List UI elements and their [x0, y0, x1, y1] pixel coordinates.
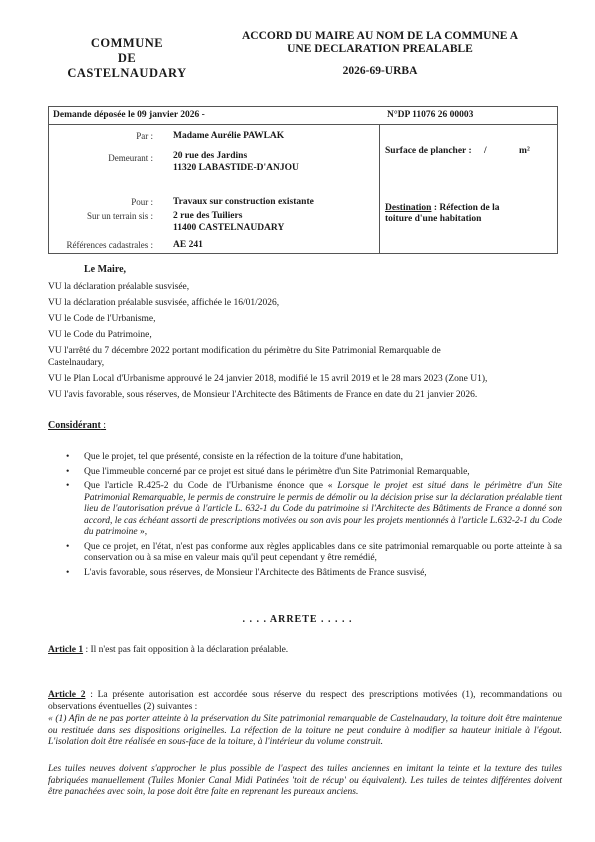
destination-text: : Réfection de la — [431, 203, 500, 213]
pour-label: Pour : — [131, 197, 153, 207]
considerant-heading — [48, 420, 106, 431]
filing-date: Demande déposée le 09 janvier 2026 - — [53, 110, 205, 120]
article-1 — [48, 645, 562, 657]
considerant-item: • Que le projet, tel que présenté, consiste en la réfection de la toiture d'une habitation, — [62, 452, 562, 464]
considerant-item: • Que l'immeuble concerné par ce projet est situé dans le périmètre d'un Site Patrimonial Remarquable, — [62, 467, 562, 479]
par-label: Par : — [136, 131, 153, 141]
request-info-box — [48, 106, 558, 254]
considerant-item: • L'avis favorable, sous réserves, de Monsieur l'Architecte des Bâtiments de France susvisé, — [62, 568, 562, 580]
le-maire: Le Maire, — [84, 264, 127, 275]
article-2-text: : La présente autorisation est accordée sous réserve du respect des prescriptions motivées (1), recommandations ou observations éventuelles (2) suivantes : — [48, 690, 563, 712]
considerant-item-article — [62, 481, 562, 539]
vu-line-6: VU le Plan Local d'Urbanisme approuvé le 24 janvier 2018, modifié le 15 avril 2019 et le 28 mars 2023 (Zone U1), — [48, 374, 488, 384]
commune-line3: CASTELNAUDARY — [67, 66, 187, 80]
dp-number: N°DP 11076 26 00003 — [387, 110, 474, 120]
works-description: Travaux sur construction existante — [173, 197, 314, 207]
article-2 — [48, 690, 562, 713]
surface-label: Surface de plancher : — [385, 146, 472, 156]
surface-unit: m² — [519, 146, 530, 156]
commune-line1: COMMUNE — [90, 36, 164, 50]
applicant-name: Madame Aurélie PAWLAK — [173, 131, 285, 141]
terrain-label: Sur un terrain sis : — [87, 211, 153, 221]
document-title — [205, 30, 555, 78]
article-2-label: Article 2 — [48, 690, 86, 700]
destination-label: Destination — [385, 203, 432, 213]
demeurant-label: Demeurant : — [108, 153, 153, 163]
vu-line-4: VU le Code du Patrimoine, — [48, 330, 152, 340]
applicant-address-line2: 11320 LABASTIDE-D'ANJOU — [173, 163, 299, 173]
site-address-line2: 11400 CASTELNAUDARY — [173, 223, 285, 233]
arrete-heading: . . . . ARRETE . . . . . — [242, 614, 353, 625]
vu-line-5: VU l'arrêté du 7 décembre 2022 portant modification du périmètre du Site Patrimonial Remarquable de — [48, 346, 441, 356]
surface-field — [385, 146, 530, 157]
bullet3-intro: Que l'article R.425-2 du Code de l'Urbanisme énonce que « — [84, 481, 338, 491]
title-line1: ACCORD DU MAIRE AU NOM DE LA COMMUNE A — [242, 30, 518, 42]
article-1-label: Article 1 — [48, 645, 84, 655]
request-info-header — [49, 107, 557, 125]
destination-field — [385, 203, 555, 225]
bullet3-quote: Lorsque le projet est situé dans le périmètre d'un Site Patrimonial Remarquable, le permis de construire le permis de démolir ou la décision prise sur la déclaration préalable tient lieu de l'autorisation prévue à l'article L. 632-1 du Code du patrimoine si l'Architecte des Bâtiments de France a donné son accord, le cas échéant assorti de prescriptions motivées ou son avis pour les projets mentionnés à l'article L.632-2-1 du Code du patrimoine — [84, 481, 562, 537]
vu-line-5b: Castelnaudary, — [48, 358, 105, 368]
surface-value: / — [484, 146, 487, 156]
considerant-label: Considérant — [48, 420, 101, 431]
considerant-list — [62, 452, 562, 582]
article-1-text: : Il n'est pas fait opposition à la déclaration préalable. — [83, 645, 289, 655]
commune-header — [52, 36, 202, 81]
vu-line-7: VU l'avis favorable, sous réserves, de Monsieur l'Architecte des Bâtiments de France en date du 21 janvier 2026. — [48, 390, 478, 400]
box-divider — [379, 125, 380, 253]
cadastre-label: Références cadastrales : — [66, 240, 153, 250]
commune-line2: DE — [117, 51, 137, 65]
site-address-line1: 2 rue des Tuiliers — [173, 211, 243, 221]
considerant-item: • Que ce projet, en l'état, n'est pas conforme aux règles applicables dans ce site patrimonial remarquable ou porte atteinte à sa conservation ou à sa mise en valeur mais qu'il peut cependant y être remédié, — [62, 542, 562, 565]
reference-number: 2026-69-URBA — [342, 65, 418, 77]
vu-line-1: VU la déclaration préalable susvisée, — [48, 282, 190, 292]
article-2-prescription: « (1) Afin de ne pas porter atteinte à la préservation du Site patrimonial remarquable de Castelnaudary, la toiture doit être maintenue ou restituée dans ses dispositions originelles. La réfection de la toiture ne peut conduire à modifier sa hauteur initiale à l'égout. L'isolation doit être réalisée en sous-face de la toiture, à l'intérieur du volume construit. — [48, 714, 562, 747]
applicant-address-line1: 20 rue des Jardins — [173, 151, 248, 161]
title-line2: UNE DECLARATION PREALABLE — [287, 43, 473, 55]
considerant-suffix: : — [100, 420, 107, 431]
vu-line-3: VU le Code de l'Urbanisme, — [48, 314, 156, 324]
article-2-prescription-2: Les tuiles neuves doivent s'approcher le plus possible de l'aspect des tuiles anciennes en imitant la teinte et la texture des tuiles fabriquées manuellement (Tuiles Monier Canal Midi Patinées 'toit de récup' ou équivalent). Les tuiles de teintes différentes doivent être panachées avec soin, la pose doit être faite en reprenant les pureaux anciens. — [48, 764, 562, 797]
cadastre-value: AE 241 — [173, 240, 203, 250]
vu-line-2: VU la déclaration préalable susvisée, affichée le 16/01/2026, — [48, 298, 280, 308]
bullet3-end: », — [137, 527, 148, 537]
destination-text-line2: toiture d'une habitation — [385, 214, 482, 224]
